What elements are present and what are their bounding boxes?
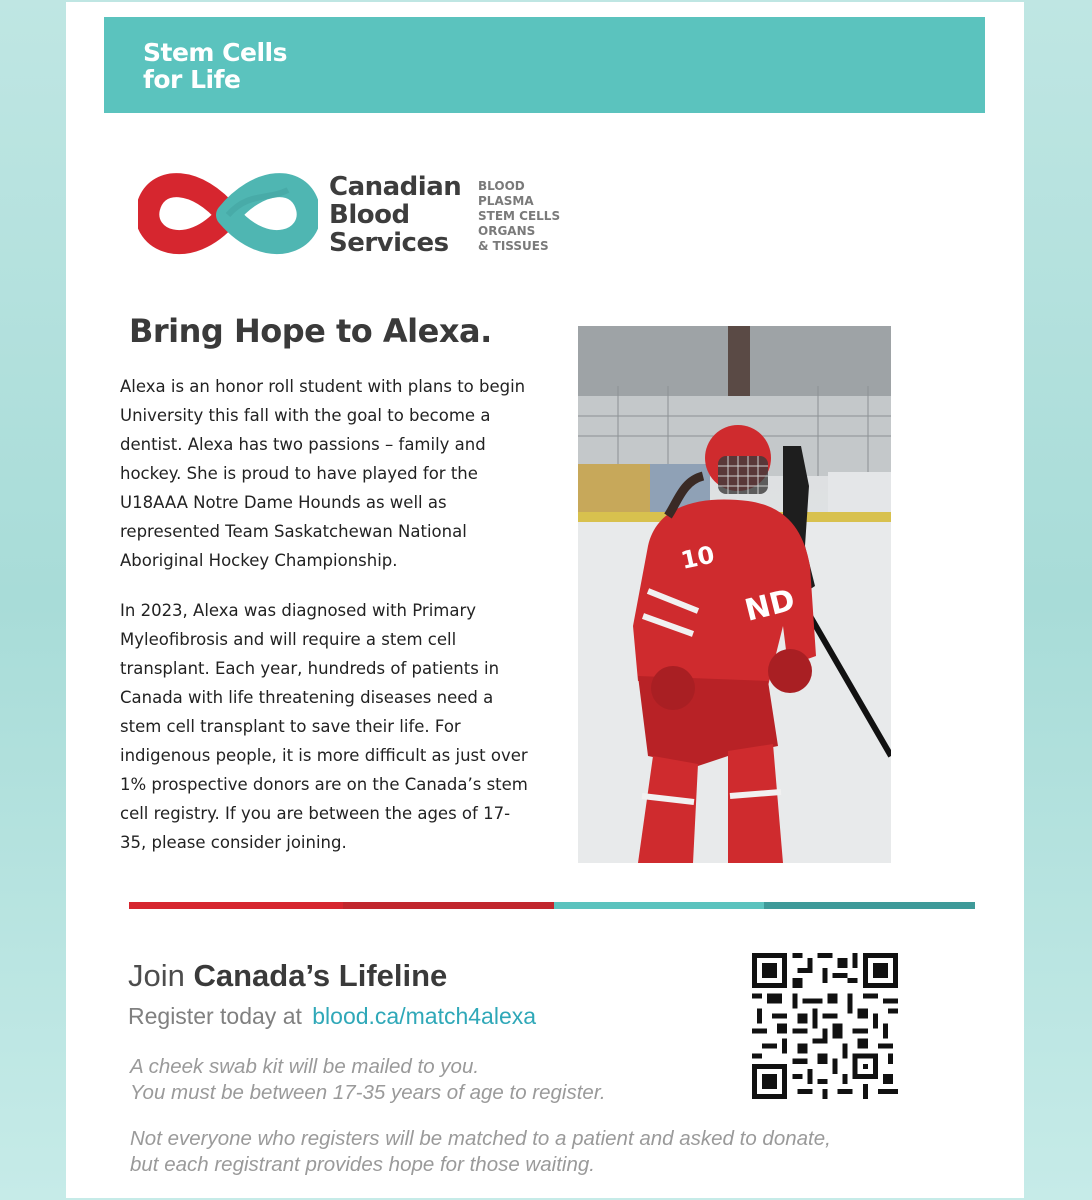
logo-tag: & TISSUES (478, 239, 549, 253)
story-text (120, 372, 530, 878)
join-emphasis: Canada’s Lifeline (193, 958, 448, 993)
divider-segment (129, 902, 343, 909)
logo-tag: STEM CELLS (478, 209, 561, 223)
logo-tag: PLASMA (478, 194, 534, 208)
logo-word: Canadian (329, 172, 462, 202)
kit-note (130, 1054, 606, 1106)
logo-word: Services (329, 228, 449, 258)
jersey-number: 10 (678, 540, 717, 575)
headline: Bring Hope to Alexa. (129, 312, 492, 350)
register-link[interactable]: blood.ca/match4alexa (312, 1003, 537, 1029)
note-line: A cheek swab kit will be mailed to you. (130, 1055, 480, 1078)
story-paragraph: In 2023, Alexa was diagnosed with Primary Myleofibrosis and will require a stem cell transplant. Each year, hundreds of patients in Canada with life threatening diseases need a stem cell transplant to save their life. For indigenous people, it is more difficult as just over 1% prospective donors are on the Canada’s stem cell registry. If you are between the ages of 17-35, please consider joining. (120, 601, 528, 852)
join-prefix: Join (128, 958, 194, 993)
disclaimer-line: but each registrant provides hope for those waiting. (130, 1153, 595, 1176)
divider-segment (343, 902, 554, 909)
logo-word: Blood (329, 200, 410, 230)
divider-segment (764, 902, 975, 909)
logo-tag: BLOOD (478, 179, 525, 193)
disclaimer-line: Not everyone who registers will be matched to a patient and asked to donate, (130, 1127, 831, 1150)
logo-wordmark (329, 173, 461, 257)
logo-taglines (478, 179, 560, 254)
header-banner (104, 17, 985, 113)
logo-tag: ORGANS (478, 224, 536, 238)
qr-code-icon[interactable] (752, 953, 898, 1099)
canadian-blood-services-logo-icon (138, 170, 318, 260)
join-heading (128, 958, 447, 994)
disclaimer (130, 1126, 831, 1178)
svg-text:ND: ND (741, 582, 799, 629)
story-paragraph: Alexa is an honor roll student with plans to begin University this fall with the goal to become a dentist. Alexa has two passions – family and hockey. She is proud to have played for the U18AAA Notre Dame Hounds as well as represented Team Saskatchewan National Aboriginal Hockey Championship. (120, 377, 526, 570)
note-line: You must be between 17-35 years of age to register. (130, 1081, 606, 1104)
banner-title: Stem Cells for Life (143, 38, 287, 94)
color-divider (129, 902, 975, 909)
hockey-player-photo (578, 326, 891, 863)
flyer-page (66, 2, 1024, 1198)
register-text: Register today at (128, 1003, 302, 1029)
register-line (128, 1003, 536, 1030)
divider-segment (554, 902, 764, 909)
